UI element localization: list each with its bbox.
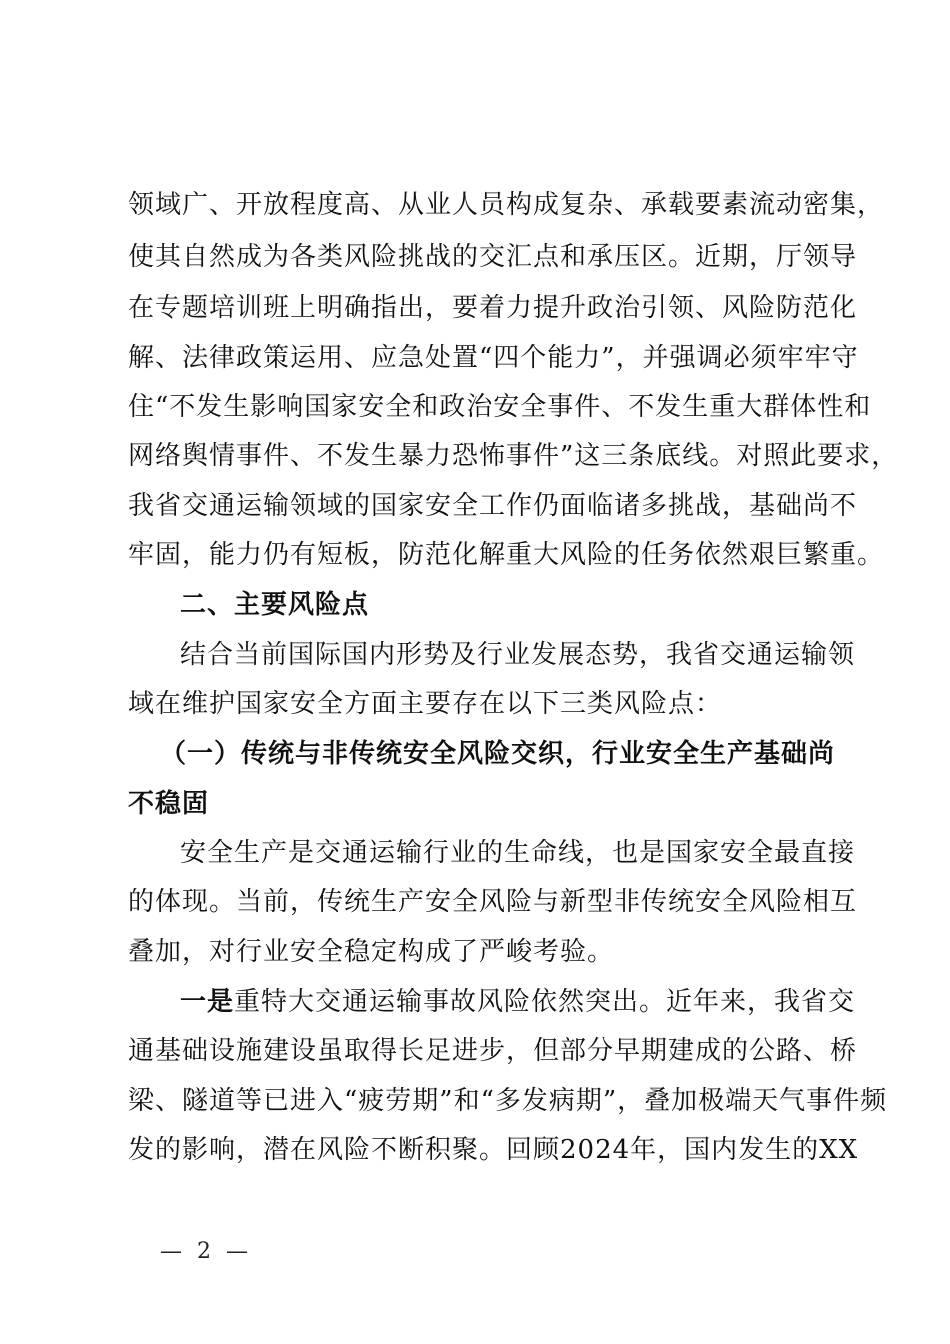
body-text-line: 使其自然成为各类风险挑战的交汇点和承压区。近期，厅领导 [128,242,858,272]
body-text-line: 领域广、开放程度高、从业人员构成复杂、承载要素流动密集， [128,190,885,220]
body-text-line: 住“不发生影响国家安全和政治安全事件、不发生重大群体性和 [128,392,872,422]
body-text-line: 安全生产是交通运输行业的生命线，也是国家安全最直接 [180,838,856,868]
body-text-line: 发的影响，潜在风险不断积聚。回顾2024年，国内发生的XX [128,1135,859,1165]
body-text-line: 解、法律政策运用、应急处置“四个能力”，并强调必须牢牢守 [128,343,859,373]
body-text-line [180,987,856,1017]
body-text-line: 叠加，对行业安全稳定构成了严峻考验。 [128,937,615,967]
body-text-line: 网络舆情事件、不发生暴力恐怖事件”这三条底线。对照此要求， [128,441,899,471]
body-text-line: 牢固，能力仍有短板，防范化解重大风险的任务依然艰巨繁重。 [128,540,885,570]
body-text-line: 我省交通运输领域的国家安全工作仍面临诸多挑战，基础尚不 [128,491,858,521]
body-text-line: 通基础设施建设虽取得长足进步，但部分早期建成的公路、桥 [128,1036,858,1066]
body-text-line: 梁、隧道等已进入“疲劳期”和“多发病期”，叠加极端天气事件频 [128,1086,888,1116]
body-text-line: 域在维护国家安全方面主要存在以下三类风险点： [128,689,723,719]
section-heading: 二、主要风险点 [180,590,370,620]
body-text: 重特大交通运输事故风险依然突出。近年来，我省交 [234,987,856,1017]
body-text-line: 结合当前国际国内形势及行业发展态势，我省交通运输领 [180,640,856,670]
body-text-line: 的体现。当前，传统生产安全风险与新型非传统安全风险相互 [128,887,858,917]
lead-bold-text: 一是 [180,987,235,1017]
body-text-line: 在专题培训班上明确指出，要着力提升政治引领、风险防范化 [128,293,858,323]
page-number: — 2 — [160,1239,252,1264]
subsection-heading: （一）传统与非传统安全风险交织，行业安全生产基础尚 [160,739,836,769]
subsection-heading: 不稳固 [128,789,210,819]
